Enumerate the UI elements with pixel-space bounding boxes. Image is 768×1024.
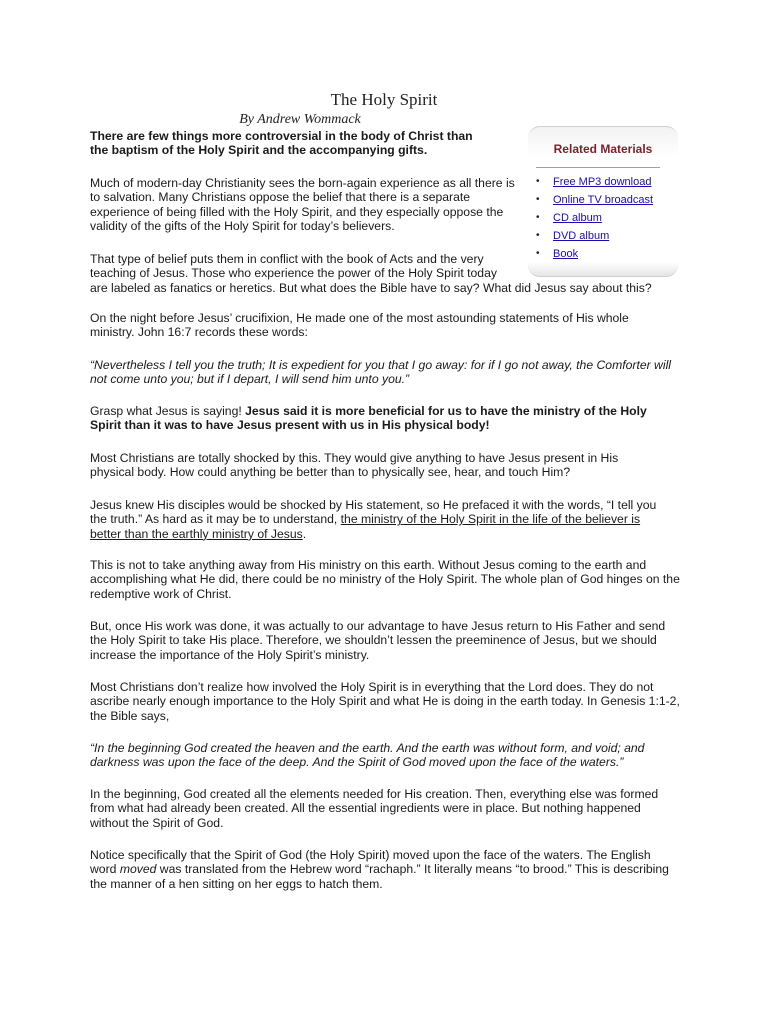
list-item — [536, 229, 653, 247]
bullet-icon: • — [536, 248, 540, 259]
bullet-icon: • — [536, 176, 540, 187]
paragraph-not-take-away: This is not to take anything away from His ministry on this earth. Without Jesus coming to the earth and accomplishing what He did, there could be no ministry of the Holy Spirit. The whole plan of God hinges on the redemptive work of Christ. — [90, 558, 680, 601]
author-byline: By Andrew Wommack — [239, 112, 361, 127]
paragraph-text: That type of belief puts them in conflict with the book of Acts and the very teaching of Jesus. Those who experience the power of the Holy Spirit today — [90, 252, 497, 281]
page-title: The Holy Spirit — [330, 90, 438, 109]
related-materials-divider — [536, 167, 660, 168]
paragraph-disciples — [90, 498, 665, 541]
scripture-quote-genesis: “In the beginning God created the heaven and the earth. And the earth was without form, and void; and darkness was upon the face of the deep. And the Spirit of God moved upon the face of the waters.” — [90, 741, 645, 770]
paragraph-night-before: On the night before Jesus’ crucifixion, He made one of the most astounding statements of His whole ministry. John 16:7 records these words: — [90, 311, 629, 340]
italic-word: moved — [119, 862, 157, 877]
paragraph-moved — [90, 848, 675, 891]
paragraph-grasp — [90, 404, 680, 433]
cd-album-link[interactable]: CD album — [553, 212, 602, 224]
online-tv-broadcast-link[interactable]: Online TV broadcast — [553, 194, 654, 206]
lead-paragraph: There are few things more controversial in the body of Christ than the baptism of the Holy Spirit and the accompanying gifts. — [90, 129, 473, 158]
paragraph-modern-christianity: Much of modern-day Christianity sees the born-again experience as all there is to salvation. Many Christians oppose the belief that there is a separate experience of being filled with the Holy Spirit, and they especially oppose the validity of the gifts of the Holy Spirit for today’s believers. — [90, 176, 515, 234]
paragraph-text: are labeled as fanatics or heretics. But what does the Bible have to say? What did Jesus say about this? — [90, 280, 652, 295]
paragraph-text: Jesus knew His disciples would be shocked by His statement, so He prefaced it with the words, “I tell you the truth.” As hard as it may be to understand, — [90, 498, 657, 527]
paragraph-conflict-with-acts — [90, 252, 690, 295]
list-item — [536, 193, 653, 211]
dvd-album-link[interactable]: DVD album — [553, 230, 610, 242]
bullet-icon: • — [536, 194, 540, 205]
paragraph-text: Notice specifically that the Spirit of God (the Holy Spirit) moved upon the face of the waters. The English word — [90, 848, 651, 877]
paragraph-creation: In the beginning, God created all the elements needed for His creation. Then, everything else was formed from what had already been created. All the essential ingredients were in place. But nothing happened without the Spirit of God. — [90, 787, 659, 830]
paragraph-advantage: But, once His work was done, it was actually to our advantage to have Jesus return to His Father and send the Holy Spirit to take His place. Therefore, we shouldn’t lessen the preeminence of Jesus, but we should increase the importance of the Holy Spirit’s ministry. — [90, 619, 666, 662]
emphasis-text: Jesus said it is more beneficial for us to have the ministry of the Holy Spirit than it was to have Jesus present with us in His physical body! — [90, 404, 647, 433]
bullet-icon: • — [536, 230, 540, 241]
scripture-quote-john: “Nevertheless I tell you the truth; It is expedient for you that I go away: for if I go not away, the Comforter will not come unto you; but if I depart, I will send him unto you.” — [90, 358, 671, 387]
paragraph-involved: Most Christians don’t realize how involved the Holy Spirit is in everything that the Lord does. They do not ascribe nearly enough importance to the Holy Spirit and what He is doing in the earth today. In Genesis 1:1-2, the Bible says, — [90, 680, 680, 723]
list-item — [536, 175, 653, 193]
underlined-text: the ministry of the Holy Spirit in the life of the believer is better than the earthly ministry of Jesus — [90, 512, 641, 541]
bullet-icon: • — [536, 212, 540, 223]
paragraph-shocked: Most Christians are totally shocked by this. They would give anything to have Jesus present in His physical body. How could anything be better than to physically see, hear, and touch Him? — [90, 451, 619, 480]
paragraph-text: was translated from the Hebrew word “rachaph.” It literally means “to brood.” This is describing the manner of a hen sitting on her eggs to hatch them. — [90, 862, 669, 891]
paragraph-text: . — [302, 526, 307, 541]
list-item — [536, 211, 653, 229]
paragraph-text: Grasp what Jesus is saying! — [90, 404, 246, 418]
related-materials-title: Related Materials — [553, 142, 653, 156]
free-mp3-download-link[interactable]: Free MP3 download — [553, 176, 652, 188]
book-link[interactable]: Book — [553, 248, 579, 260]
